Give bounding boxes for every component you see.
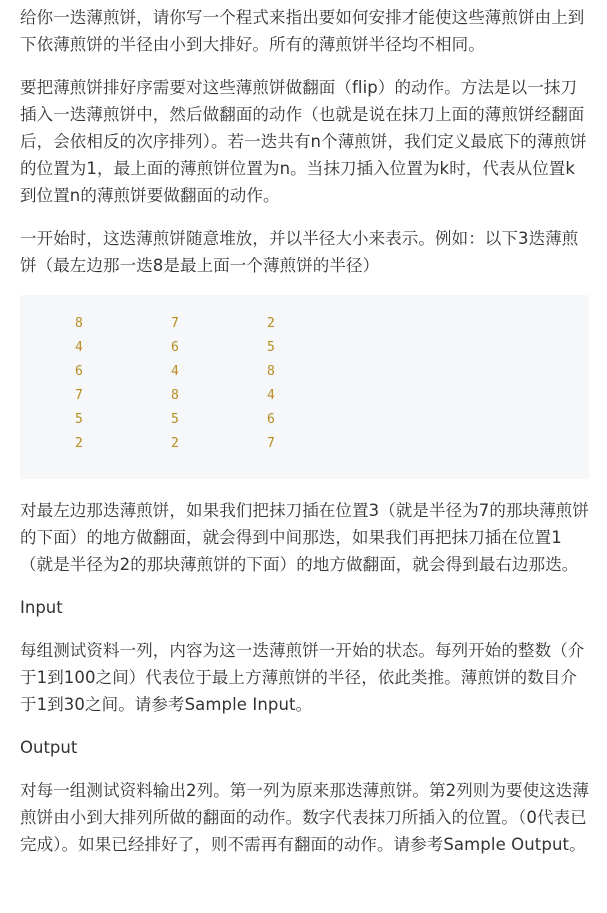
code-cell: 7 [75,387,83,403]
code-cell: 5 [171,411,179,427]
code-cell: 6 [267,411,275,427]
code-cell: 4 [171,363,179,379]
code-row [20,407,589,431]
output-heading: Output [20,738,78,757]
code-cell: 6 [75,363,83,379]
code-cell: 7 [171,315,179,331]
code-cell: 4 [267,387,275,403]
code-cell: 2 [267,315,275,331]
example-intro-paragraph: 一开始时，这迭薄煎饼随意堆放，并以半径大小来表示。例如：以下3迭薄煎饼（最左边那一迭8是最上面一个薄煎饼的半径） [20,229,579,275]
code-row [20,335,589,359]
input-description-paragraph: 每组测试资料一列，内容为这一迭薄煎饼一开始的状态。每列开始的整数（介于1到100之间）代表位于最上方薄煎饼的半径，依此类推。薄煎饼的数目介于1到30之间。请参考Sample Input。 [20,641,585,714]
code-cell: 2 [75,435,83,451]
output-description-paragraph: 对每一组测试资料输出2列。第一列为原来那迭薄煎饼。第2列则为要使这迭薄煎饼由小到大排列所做的翻面的动作。数字代表抹刀所插入的位置。（0代表已完成）。如果已经排好了，则不需再有翻面的动作。请参考Sample Output。 [20,781,589,854]
code-cell: 5 [75,411,83,427]
input-heading: Input [20,598,63,617]
code-row [20,359,589,383]
bottom-cutoff [0,907,607,913]
code-row [20,311,589,335]
code-cell: 4 [75,339,83,355]
code-cell: 6 [171,339,179,355]
code-cell: 8 [267,363,275,379]
intro-paragraph: 给你一迭薄煎饼，请你写一个程式来指出要如何安排才能使这些薄煎饼由上到下依薄煎饼的半径由小到大排好。所有的薄煎饼半径均不相同。 [20,8,585,54]
code-cell: 8 [75,315,83,331]
flip-example-paragraph: 对最左边那迭薄煎饼，如果我们把抹刀插在位置3（就是半径为7的那块薄煎饼的下面）的地方做翻面，就会得到中间那迭，如果我们再把抹刀插在位置1（就是半径为2的那块薄煎饼的下面）的地方做翻面，就会得到最右边那迭。 [20,501,589,574]
flip-description-paragraph: 要把薄煎饼排好序需要对这些薄煎饼做翻面（flip）的动作。方法是以一抹刀插入一迭薄煎饼中，然后做翻面的动作（也就是说在抹刀上面的薄煎饼经翻面后，会依相反的次序排列）。若一迭共有n个薄煎饼，我们定义最底下的薄煎饼的位置为1，最上面的薄煎饼位置为n。当抹刀插入位置为k时，代表从位置k到位置n的薄煎饼要做翻面的动作。 [20,78,587,205]
example-code-block [20,295,589,479]
code-cell: 8 [171,387,179,403]
code-row [20,431,589,455]
code-cell: 2 [171,435,179,451]
code-cell: 7 [267,435,275,451]
code-row [20,383,589,407]
code-cell: 5 [267,339,275,355]
